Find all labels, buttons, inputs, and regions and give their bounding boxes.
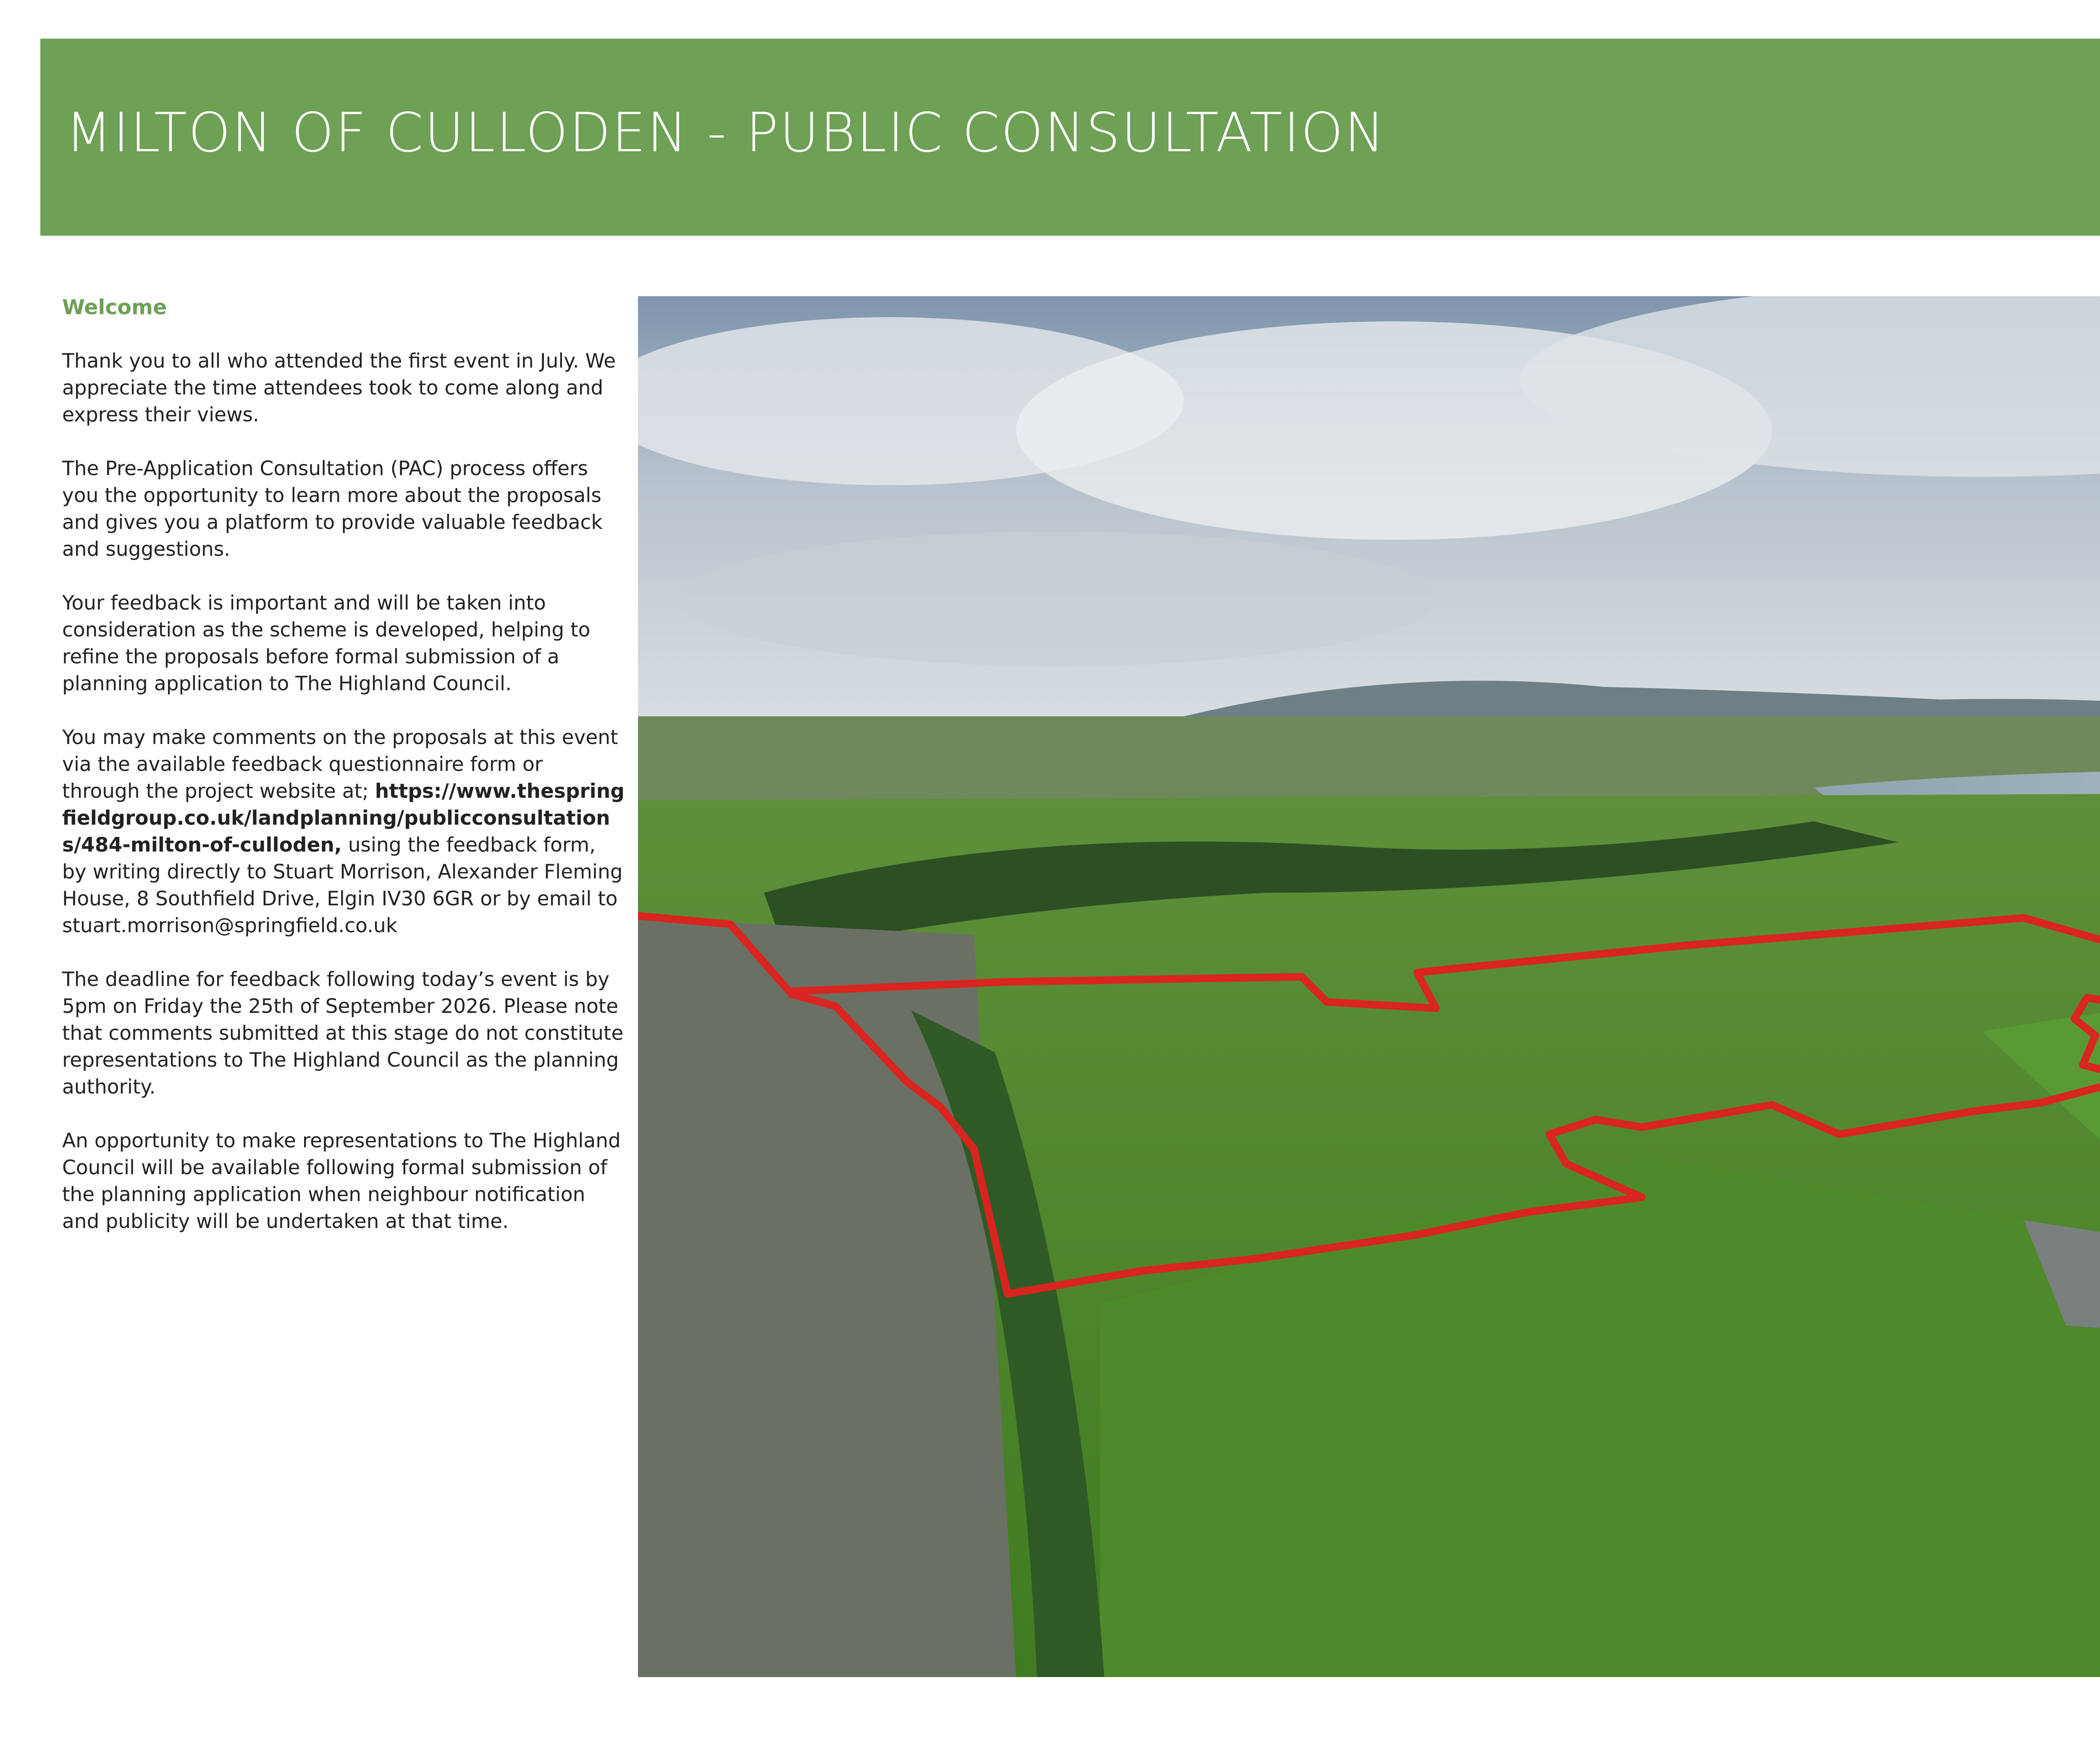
aerial-site-photo [638, 296, 2100, 1677]
welcome-text-column [62, 294, 625, 1262]
cloud [680, 531, 1436, 666]
welcome-heading: Welcome [62, 295, 167, 319]
paragraph-deadline: The deadline for feedback following today’s event is by 5pm on Friday the 25th of September 2026. Please note that comments submitted at this stage do not constitute representations to The Highland Council as the planning authority. [62, 968, 624, 1099]
paragraph-representations: An opportunity to make representations to The Highland Council will be available following formal submission of the planning application when neighbour notification and publicity will be undertaken at that time. [62, 1129, 621, 1233]
housing-area [638, 918, 1016, 1677]
project-website-link[interactable]: https://www.thespringfieldgroup.co.uk/landplanning/publicconsultations/484-milton-of-culloden, [62, 780, 625, 857]
paragraph-thank-you: Thank you to all who attended the first event in July. We appreciate the time attendees took to come along and express their views. [62, 350, 616, 426]
paragraph-feedback-importance: Your feedback is important and will be taken into consideration as the scheme is developed, helping to refine the proposals before formal submission of a planning application to The Highland Council. [62, 592, 591, 695]
how-to-comment-intro: You may make comments on the proposals at this event via the available feedback questionnaire form or through the project website at; [62, 726, 618, 803]
paragraph-how-to-comment [62, 724, 625, 939]
header-banner [40, 39, 2100, 236]
page-title: MILTON OF CULLODEN - PUBLIC CONSULTATION [66, 102, 1386, 164]
how-to-comment-details: using the feedback form, by writing directly to Stuart Morrison, Alexander Fleming House, 8 Southfield Drive, Elgin IV30 6GR or by email to stuart.morrison@springfield.co.uk [62, 833, 623, 937]
aerial-illustration [638, 296, 2100, 1677]
paragraph-pac-process: The Pre-Application Consultation (PAC) process offers you the opportunity to learn more about the proposals and gives you a platform to provide valuable feedback and suggestions. [62, 457, 603, 561]
